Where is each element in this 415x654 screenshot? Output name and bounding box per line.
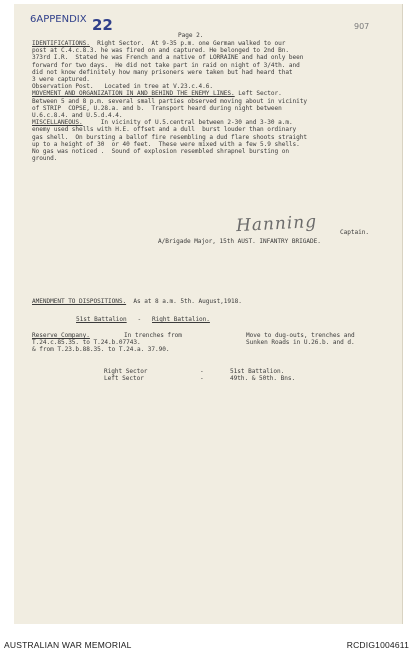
amendment-heading: AMENDMENT TO DISPOSITIONS. <box>32 298 127 305</box>
text-line: MISCELLANEOUS. In vicinity of U.5.central between 2-30 and 3-30 a.m. <box>32 119 293 127</box>
sector-separator: - <box>200 368 204 375</box>
battalion-role: Right Battalion. <box>152 316 210 323</box>
text-line: 373rd I.R. Stated he was French and a native of LORRAINE and had only been <box>32 54 304 62</box>
text-line: No gas was noticed . Sound of explosion resembled shrapnel bursting on <box>32 148 289 155</box>
section-heading: MOVEMENT AND ORGANIZATION IN AND BEHIND THE ENEMY LINES. <box>32 90 235 98</box>
appendix-number: 22 <box>92 16 113 34</box>
reserve-move-line: Sunken Roads in U.26.b. and d. <box>246 339 355 347</box>
sector-separator: - <box>200 375 204 383</box>
text-line: MOVEMENT AND ORGANIZATION IN AND BEHIND THE ENEMY LINES. Left Sector. <box>32 90 282 98</box>
reserve-label: Reserve Company. <box>32 332 90 339</box>
reserve-location-line: & from T.23.b.88.35. to T.24.a. 37.90. <box>32 346 170 354</box>
amendment-heading-line <box>32 298 242 305</box>
reserve-move-line: Move to dug-outs, trenches and <box>246 332 355 339</box>
battalion-name: 51st Battalion <box>76 316 127 323</box>
text-line: gas shell. On bursting a ballof fire resembling a dud flare shoots straight <box>32 133 308 141</box>
section-heading: MISCELLANEOUS. <box>32 119 83 127</box>
text-line: forward for two days. He did not take part in raid on night of 3/4th. and <box>32 61 300 69</box>
sector-name: Right Sector <box>104 368 148 375</box>
folio-number: 907 <box>354 22 370 31</box>
text-line: U.6.c.8.4. and U.5.d.4.4. <box>32 112 123 119</box>
archive-credit: AUSTRALIAN WAR MEMORIAL <box>4 640 132 650</box>
text-line: up to a height of 30 or 40 feet. These were mixed with a few 5.9 shells. <box>32 140 300 148</box>
archive-id: RCDIG1004611 <box>346 640 409 650</box>
appendix-annotation: 6APPENDIX <box>30 14 87 25</box>
text-line: did not know definitely how many prisoners were taken but had heard that <box>32 68 293 76</box>
reserve-location-line: In trenches from <box>124 332 182 339</box>
sector-value: 51st Battalion. <box>230 368 285 375</box>
text-line: Observation Post. Located in tree at V.23.c.4.6. <box>32 83 213 91</box>
text-line: ground. <box>32 155 58 163</box>
text-line: of STRIP COPSE, U.28.a. and b. Transport heard during night between <box>32 104 282 112</box>
text-line: enemy used shells with H.E. offset and a dull burst louder than ordinary <box>32 126 297 134</box>
text-line: IDENTIFICATIONS. Right Sector. At 9-35 p.m. one German walked to our <box>32 40 286 47</box>
signature: Hanning <box>235 211 318 237</box>
section-heading: Observation Post. <box>32 83 94 91</box>
section-heading: IDENTIFICATIONS. <box>32 40 90 47</box>
signatory-rank: Captain. <box>340 229 369 236</box>
text-line: Between 5 and 8 p.m. several small parties observed moving about in vicinity <box>32 97 308 105</box>
text-line: post at C.4.c.8.3. he was fired on and captured. He belonged to 2nd Bn. <box>32 47 289 55</box>
signatory-title: A/Brigade Major, 15th AUST. INFANTRY BRIGADE. <box>158 238 321 245</box>
sector-value: 49th. & 50th. Bns. <box>230 375 296 383</box>
page-number: Page 2. <box>178 32 204 39</box>
battalion-line: 51st Battalion - Right Battalion. <box>76 316 210 323</box>
amendment-date: As at 8 a.m. 5th. August,1918. <box>126 298 242 305</box>
reserve-location-line: T.24.c.85.35. to T.24.b.07743. <box>32 339 141 347</box>
sector-name: Left Sector <box>104 375 144 383</box>
text-line: 3 were captured. <box>32 76 90 83</box>
